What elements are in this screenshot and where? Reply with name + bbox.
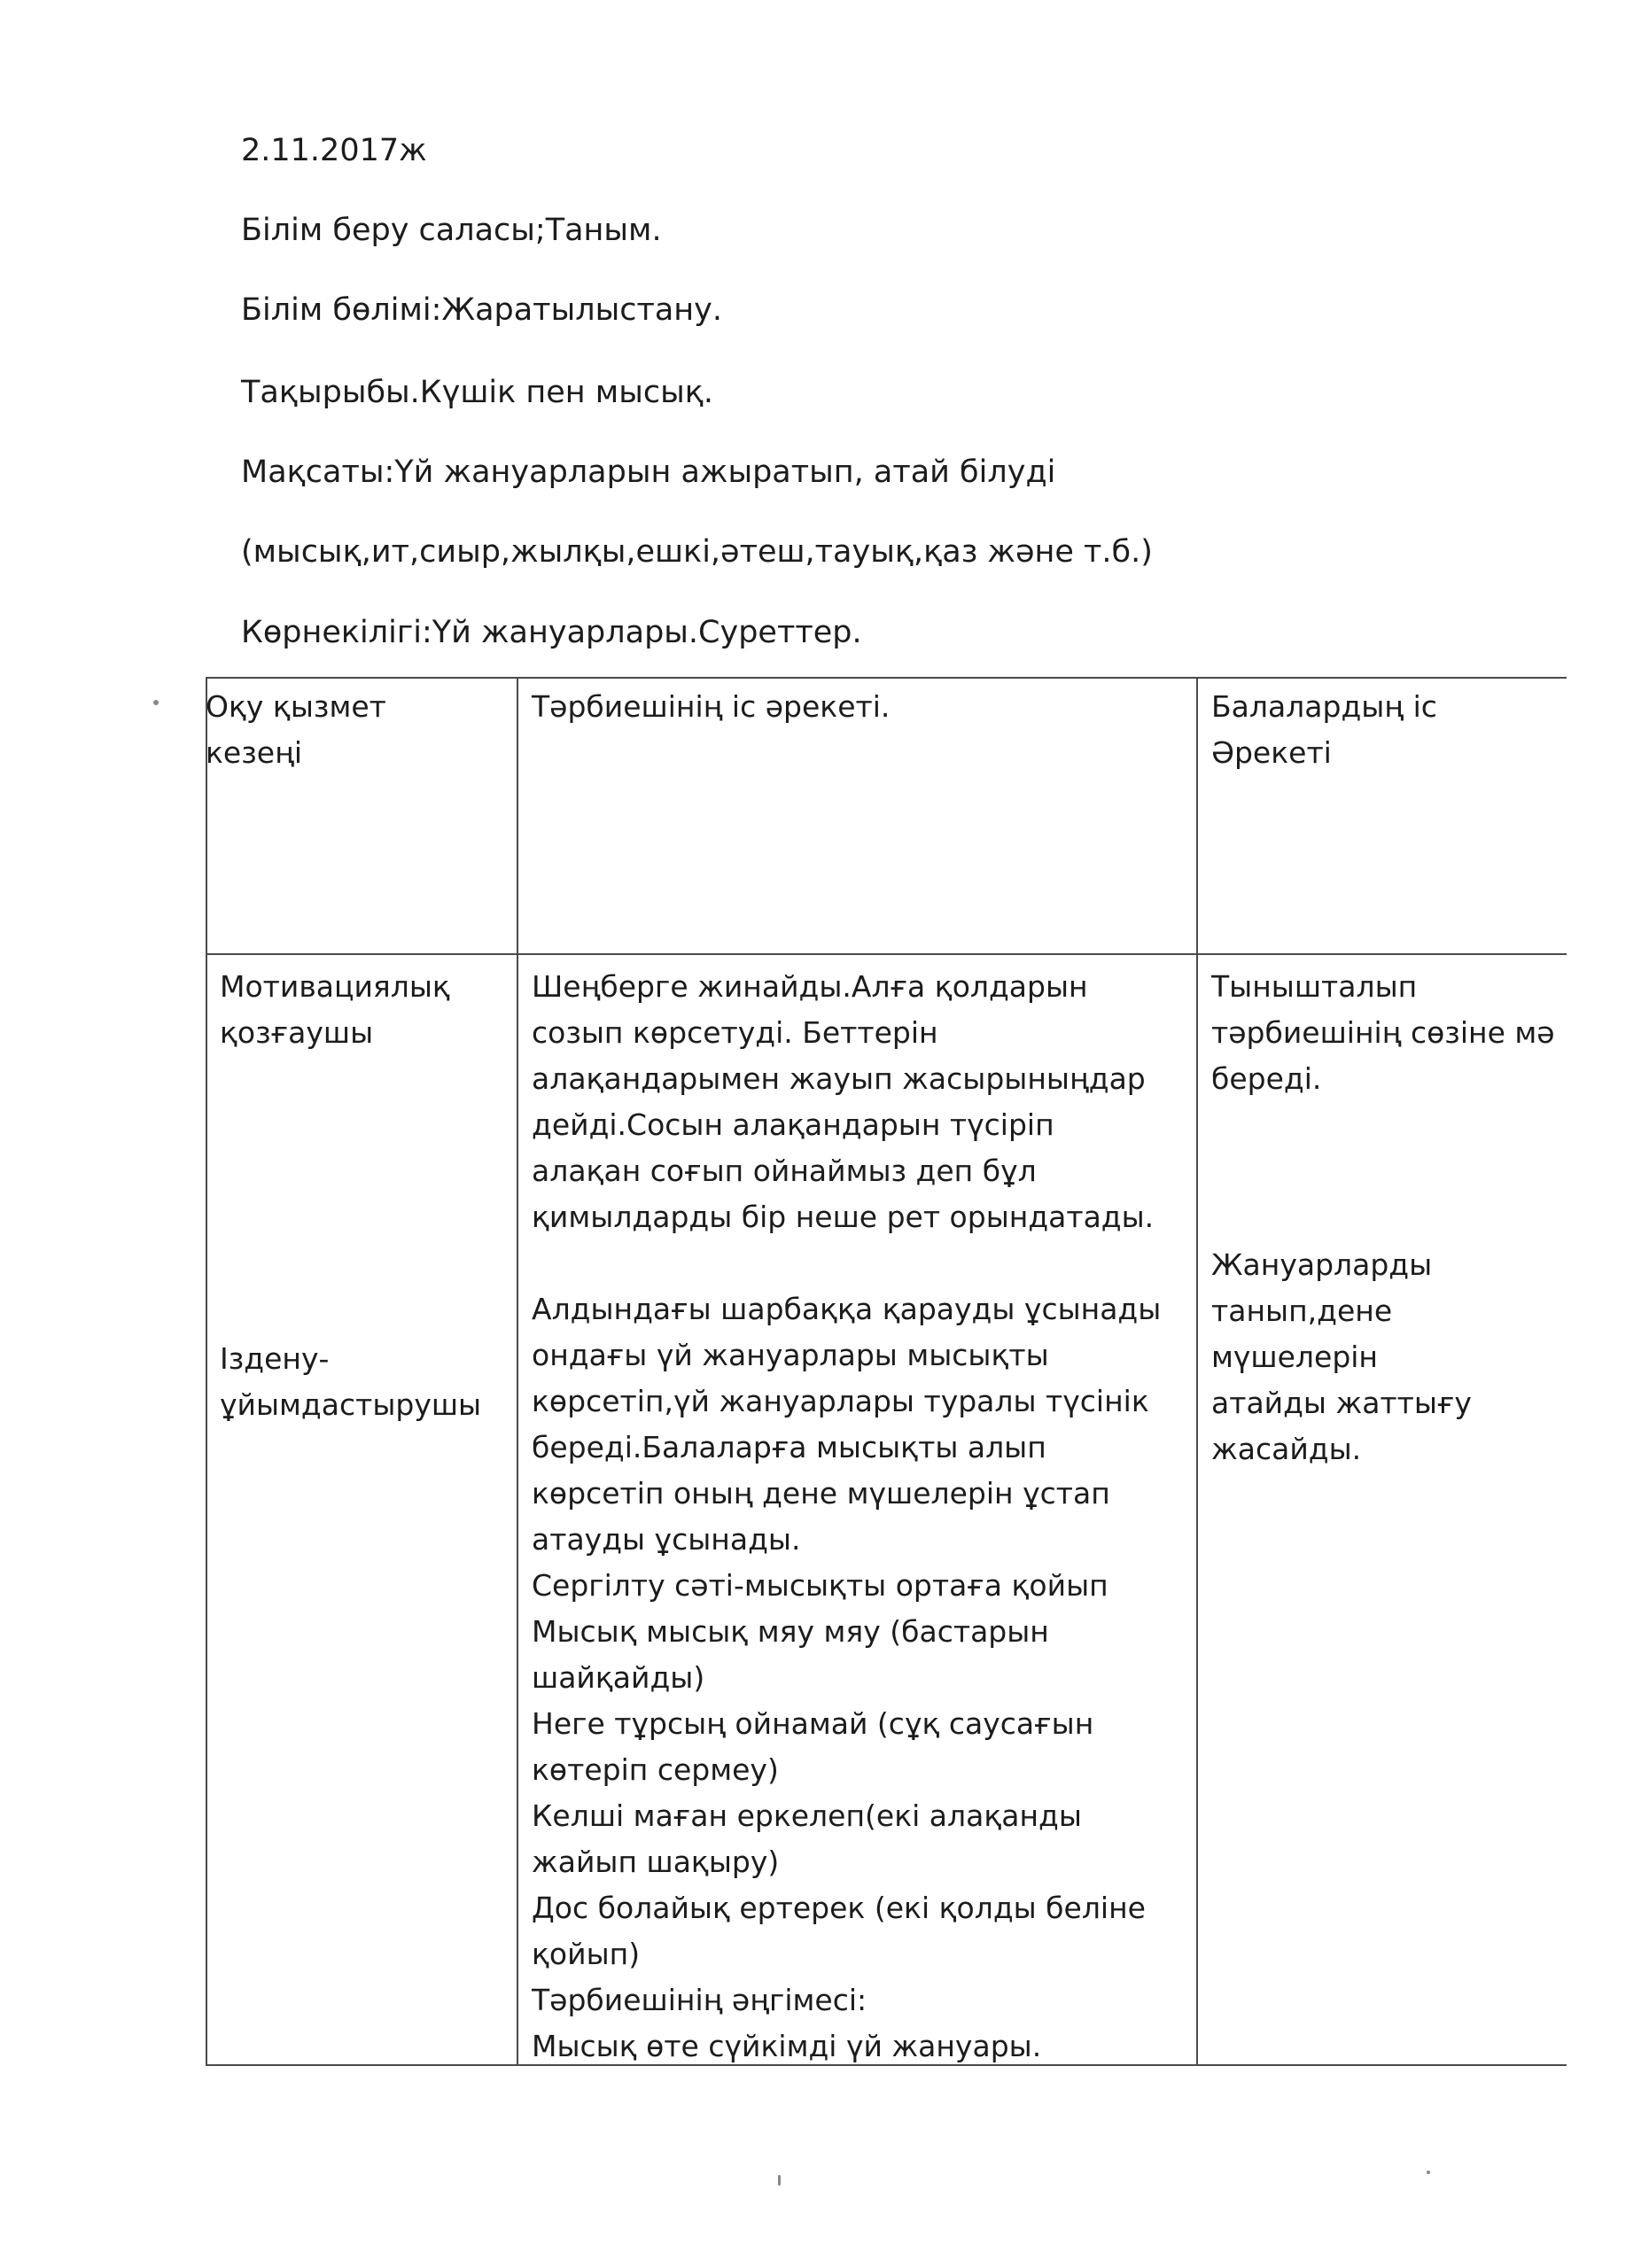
- stage-search: Іздену- ұйымдастырушы: [220, 1341, 482, 1422]
- table-column-separator-2: [1196, 677, 1198, 2066]
- table-column-separator-1: [517, 677, 518, 2066]
- education-field: Білім беру саласы;Таным.: [241, 213, 662, 248]
- education-section: Білім бөлімі:Жаратылыстану.: [241, 292, 723, 328]
- table-left-border: [206, 677, 207, 2066]
- lesson-goal: Мақсаты:Үй жануарларын ажыратып, атай білуді: [241, 454, 1056, 490]
- children-actions-text-1: Тынышталып тәрбиешінің сөзіне мә береді.: [1211, 969, 1555, 1096]
- lesson-goal-examples: (мысық,ит,сиыр,жылқы,ешкі,әтеш,тауық,қаз және т.б.): [241, 534, 1153, 570]
- scan-speck: [153, 700, 159, 705]
- header-children-actions: Балалардың іс Әрекеті: [1211, 689, 1437, 770]
- header-stage: Оқу қызмет кезеңі: [206, 689, 386, 770]
- lesson-visuals: Көрнекілігі:Үй жануарлары.Суреттер.: [241, 615, 862, 650]
- table-header-separator: [206, 953, 1567, 955]
- document-date: 2.11.2017ж: [241, 133, 427, 168]
- lesson-topic: Тақырыбы.Күшік пен мысық.: [241, 375, 713, 410]
- table-top-border: [206, 677, 1567, 679]
- children-actions-text-2: Жануарларды танып,дене мүшелерін атайды жаттығу жасайды.: [1211, 1247, 1472, 1466]
- stage-motivation: Мотивациялық қозғаушы: [220, 969, 450, 1050]
- scan-speck: [1427, 2171, 1430, 2174]
- scan-speck: [778, 2175, 781, 2186]
- teacher-actions-text: Шеңберге жинайды.Алға қолдарын созып көрсетуді. Беттерін алақандарымен жауып жасырыныңдар дейді.Сосын алақандарын түсіріп алақан соғып ойнаймыз деп бұл қимылдарды бір неше рет орындатады. Алдындағы шарбаққа қарауды ұсынады ондағы үй жануарлары мысықты көрсетіп,үй жануарлары туралы түсінік береді.Балаларға мысықты алып көрсетіп оның дене мүшелерін ұстап атауды ұсынады. Сергілту сәті-мысықты ортаға қойып Мысық мысық мяу мяу (бастарын шайқайды) Неге тұрсың ойнамай (сұқ саусағын көтеріп сермеу) Келші маған еркелеп(екі алақанды жайып шақыру) Дос болайық ертерек (екі қолды беліне қойып) Тәрбиешінің әңгімесі: Мысық өте сүйкімді үй жануары.: [532, 969, 1162, 2063]
- header-teacher-actions: Тәрбиешінің іс әрекеті.: [532, 689, 891, 724]
